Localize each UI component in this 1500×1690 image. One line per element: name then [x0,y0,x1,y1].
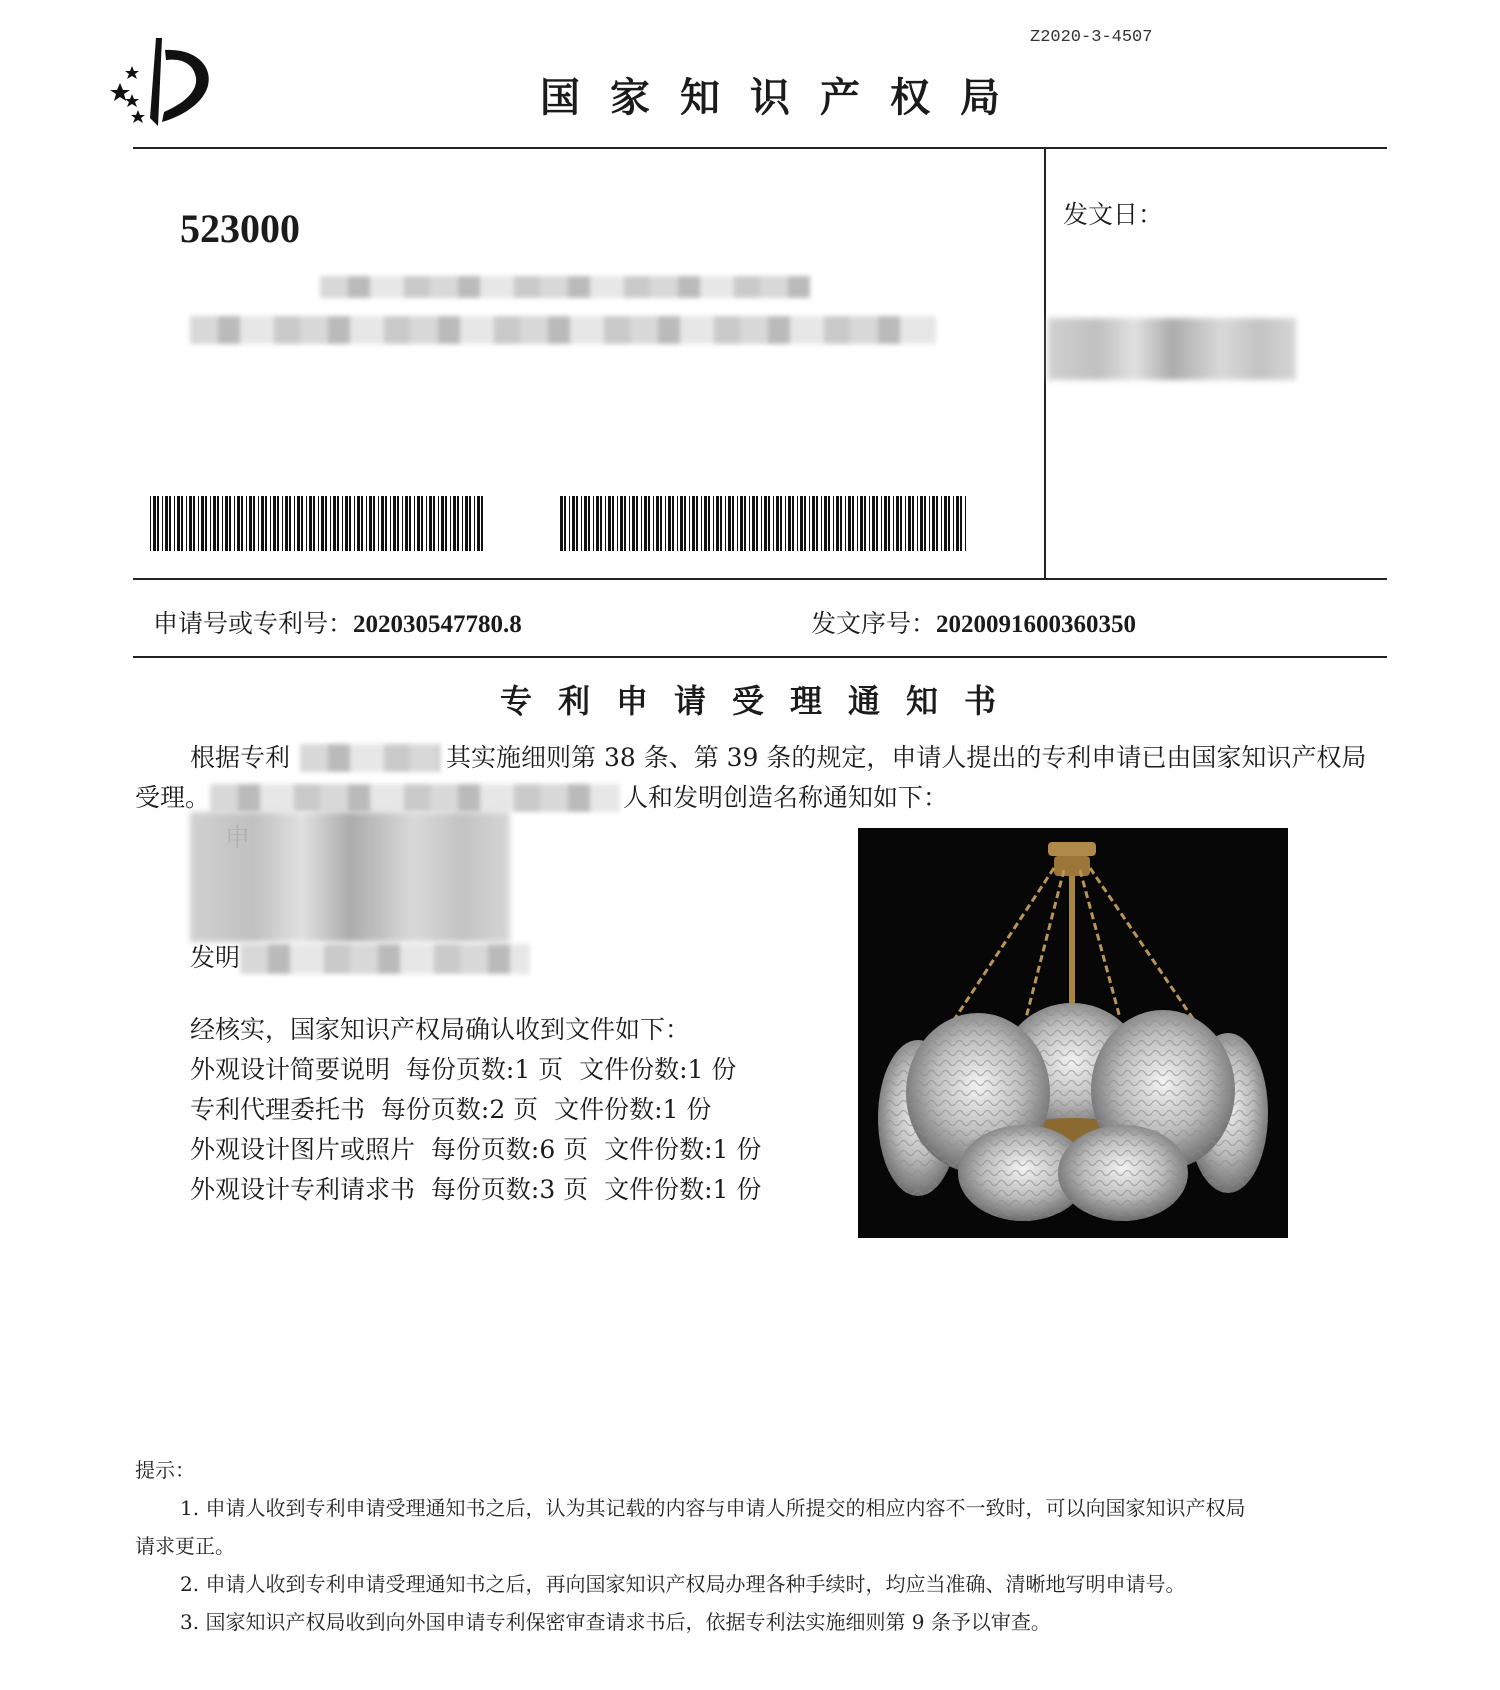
notice-para-start: 根据专利 [190,743,291,772]
section-divider-1 [133,578,1387,580]
application-number [153,604,522,640]
application-number-value: 202030547780.8 [353,611,522,638]
notice-title: 专利申请受理通知书 [500,682,1023,720]
received-files [190,1010,761,1210]
column-divider [1044,148,1046,578]
file-item: 外观设计专利请求书 每份页数:3 页 文件份数:1 份 [190,1175,762,1204]
invention-name-label: 发明 [190,943,241,972]
redacted-invention-name [240,944,530,974]
postal-code: 523000 [180,206,300,251]
redacted-law-name [300,744,440,772]
barcode-left [150,496,488,551]
tip-1-line-1: 1. 申请人收到专利申请受理通知书之后，认为其记载的内容与申请人所提交的相应内容不一致时，可以向国家知识产权局 [180,1496,1246,1520]
serial-number [811,604,1136,640]
serial-number-label: 发文序号： [811,609,937,638]
tips-label: 提示： [135,1458,195,1482]
notice-line-2-start: 受理。 [135,783,211,812]
file-item: 专利代理委托书 每份页数:2 页 文件份数:1 份 [190,1095,712,1124]
cnipa-logo-icon [110,38,225,128]
document-code: Z2020-3-4507 [1030,28,1153,47]
redacted-applicant-block [190,812,510,942]
issue-date-label: 发文日： [1063,200,1164,229]
received-files-intro: 经核实，国家知识产权局确认收到文件如下： [190,1015,691,1044]
redacted-issue-date [1048,318,1296,380]
tip-2: 2. 申请人收到专利申请受理通知书之后，再向国家知识产权局办理各种手续时，均应当准确、清晰地写明申请号。 [180,1572,1186,1596]
design-photo [858,828,1288,1238]
barcode-right [560,496,968,551]
header-divider [133,147,1387,149]
redacted-address-line-2 [190,316,935,344]
redacted-address-line-1 [320,276,810,298]
office-name: 国家知识产权局 [540,75,1030,121]
chandelier-photo-icon [858,828,1288,1238]
file-item: 外观设计图片或照片 每份页数:6 页 文件份数:1 份 [190,1135,762,1164]
serial-number-value: 2020091600360350 [936,611,1137,638]
section-divider-2 [133,656,1387,658]
notice-para-continue: 其实施细则第 38 条、第 39 条的规定，申请人提出的专利申请已由国家知识产权局 [446,743,1367,772]
tip-1-line-2: 请求更正。 [135,1534,235,1558]
notice-line-2-end: 人和发明创造名称通知如下： [623,783,949,812]
file-item: 外观设计简要说明 每份页数:1 页 文件份数:1 份 [190,1055,737,1084]
tip-3: 3. 国家知识产权局收到向外国申请专利保密审查请求书后，依据专利法实施细则第 9 条予以审查。 [180,1610,1051,1634]
redacted-applicant-info [210,784,620,812]
application-number-label: 申请号或专利号： [153,609,354,638]
